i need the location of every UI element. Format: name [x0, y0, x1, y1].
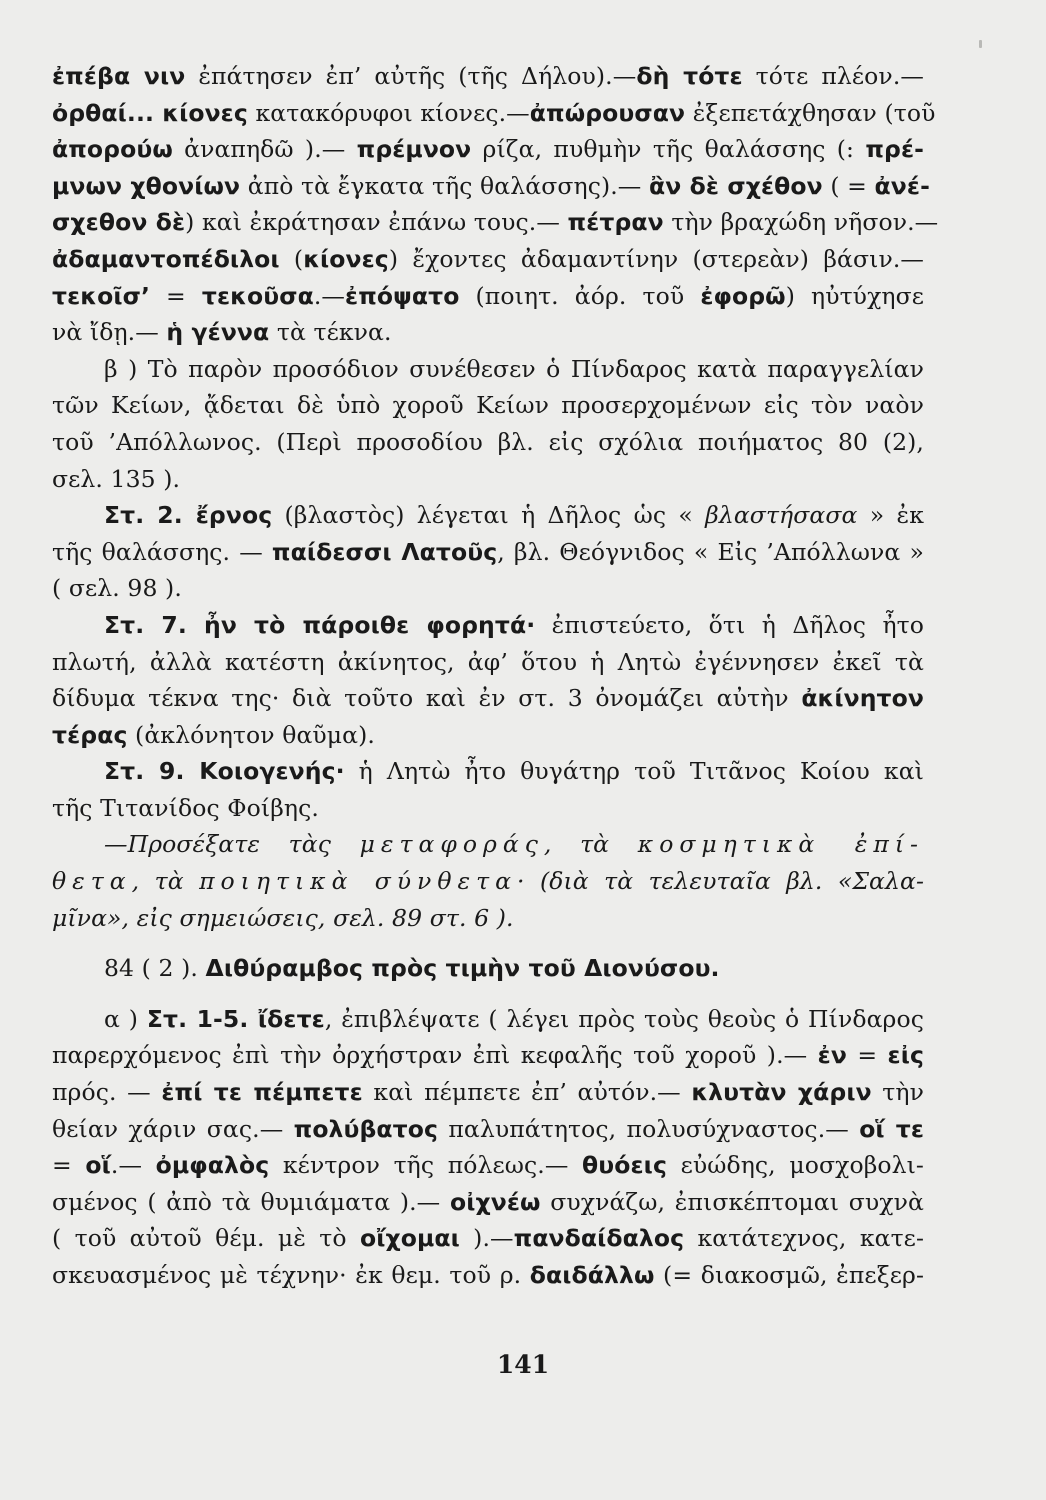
text-run: = — [846, 1041, 888, 1070]
text-line — [52, 644, 924, 681]
bold-term: ἦν τὸ πάροιθε φορητά· — [203, 610, 536, 639]
text-run: (βλαστὸς) λέγεται ἡ Δῆλος ὡς « — [272, 501, 706, 530]
bold-term: Στ. 2. — [104, 501, 196, 530]
text-run: τὴν βραχώδη νῆσον.— — [663, 208, 939, 237]
bold-term: οἵ τε — [859, 1114, 924, 1143]
bold-term: ὀρθαί... κίονες — [52, 98, 248, 127]
text-run: ( — [279, 244, 304, 273]
bold-term: κλυτὰν χάριν — [691, 1078, 872, 1107]
text-run: · (διὰ τὰ τελευταῖα βλ. «Σαλα- — [516, 867, 925, 896]
text-line — [52, 95, 936, 132]
text-line — [52, 1111, 924, 1148]
text-run: (= διακοσμῶ, ἐπεξερ- — [654, 1261, 924, 1289]
text-run: τότε πλέον.— — [742, 62, 924, 90]
text-run: ) ἔχοντες ἀδαμαντίνην (στερεὰν) βάσιν.— — [388, 244, 924, 273]
bold-term: οἴχομαι — [359, 1224, 460, 1253]
bold-term: Στ. 1-5. ἴδετε — [146, 1004, 325, 1033]
text-line — [52, 1037, 924, 1074]
text-run: τῆς Τιτανίδος Φοίβης. — [52, 793, 319, 822]
text-line — [52, 168, 930, 205]
bold-term: Κοιογενής· — [199, 757, 345, 786]
text-line — [52, 717, 924, 754]
bold-term: μνων χθονίων — [52, 171, 241, 200]
text-run: ἐξεπετάχθησαν (τοῦ — [685, 98, 936, 127]
text-run: = — [150, 281, 202, 310]
text-run: θείαν χάριν σας.— — [52, 1114, 294, 1143]
text-line — [52, 863, 924, 900]
text-line — [52, 131, 924, 168]
text-run: ( τοῦ αὐτοῦ θέμ. μὲ τὸ — [52, 1224, 360, 1253]
text-run: κέντρον τῆς πόλεως.— — [269, 1151, 583, 1180]
text-line — [52, 534, 924, 571]
bold-term: εἰς — [887, 1041, 924, 1070]
bold-term: παίδεσσι Λατοῦς — [271, 537, 498, 566]
text-line — [52, 607, 924, 644]
text-line — [52, 1220, 924, 1257]
text-line — [52, 753, 924, 790]
text-run: ( = — [822, 171, 875, 200]
text-run: ἐπάτησεν ἐπ’ αὐτῆς (τῆς Δήλου).— — [185, 62, 637, 90]
bold-term: ἀκίνητον — [801, 684, 924, 713]
text-run: .— — [313, 281, 346, 310]
text-run: βλαστήσασα — [705, 501, 858, 530]
bold-term: ἐπόψατο — [345, 281, 460, 310]
text-line — [52, 58, 924, 95]
text-run: , τὰ — [131, 867, 200, 896]
text-line — [52, 1257, 924, 1294]
text-run: ποιητικὰ σύνθετα — [199, 867, 517, 896]
bold-term: ἐπέβα νιν — [52, 62, 186, 90]
text-run: εὐώδης, μοσχοβολι- — [666, 1151, 924, 1180]
text-run: ) καὶ ἐκράτησαν ἐπάνω τους.— — [185, 208, 568, 237]
text-run: α ) — [104, 1004, 147, 1033]
text-run: ).— — [459, 1224, 514, 1253]
text-line — [52, 790, 924, 827]
text-run: παλυπάτητος, πολυσύχναστος.— — [438, 1114, 860, 1143]
text-line — [52, 424, 924, 461]
bold-term: πρέ- — [865, 135, 924, 164]
bold-term: ἔρνος — [195, 501, 273, 530]
bold-term: σχεθον δὲ — [52, 208, 186, 237]
scan-speck — [979, 40, 982, 48]
text-run: κατακόρυφοι κίονες.— — [247, 98, 530, 127]
text-run: πλωτή, ἀλλὰ κατέστη ἀκίνητος, ἀφ’ ὅτου ἡ Λητὼ ἐγέννησεν ἐκεῖ τὰ — [52, 647, 924, 676]
text-run: δίδυμα τέκνα της· διὰ τοῦτο καὶ ἐν στ. 3 ὀνομάζει αὐτὴν — [52, 684, 802, 713]
bold-term: τεκοῖσ’ — [52, 281, 151, 310]
bold-term: πρέμνον — [356, 135, 472, 164]
bold-term: ἐφορῶ — [700, 281, 786, 310]
text-run: μεταφοράς — [359, 830, 544, 859]
text-line — [52, 241, 924, 278]
text-run: σμένος ( ἀπὸ τὰ θυμιάματα ).— — [52, 1187, 450, 1216]
text-run: ( σελ. 98 ). — [52, 574, 182, 603]
bold-term: δὴ τότε — [636, 62, 743, 90]
bold-term: δαιδάλλω — [529, 1261, 655, 1289]
bold-term: θυόεις — [582, 1151, 667, 1180]
bold-term: τεκοῦσα — [201, 281, 314, 310]
text-run: νὰ ἴδῃ.— — [52, 318, 167, 347]
text-line — [52, 1147, 924, 1184]
section-heading-line — [52, 950, 924, 987]
text-line — [52, 680, 924, 717]
bold-term: Διθύραμβος πρὸς τιμὴν τοῦ Διονύσου. — [205, 954, 720, 983]
bold-term: ἐν — [817, 1041, 847, 1070]
text-run: τὰ τέκνα. — [269, 318, 392, 347]
text-run: τῆς θαλάσσης. — — [52, 537, 272, 566]
text-line — [52, 570, 924, 607]
text-run: θετα — [52, 867, 132, 896]
text-run: (ποιητ. ἀόρ. τοῦ — [459, 281, 701, 310]
text-run: ἡ Λητὼ ἦτο θυγάτηρ τοῦ Τιτᾶνος Κοίου καὶ — [344, 757, 924, 786]
text-run: τῶν Κείων, ᾄδεται δὲ ὑπὸ χοροῦ Κείων προσερχομένων εἰς τὸν ναὸν — [52, 391, 924, 420]
text-line — [52, 314, 924, 351]
text-run: 84 ( 2 ). — [104, 954, 206, 983]
text-run: σκευασμένος μὲ τέχνην· ἐκ θεμ. τοῦ ρ. — [52, 1261, 530, 1289]
text-run: ἀπὸ τὰ ἔγκατα τῆς θαλάσσης).— — [240, 171, 649, 200]
text-line — [52, 497, 924, 534]
text-run: ἀναπηδῶ ).— — [172, 135, 357, 164]
text-run: καὶ πέμπετε ἐπ’ αὐτόν.— — [362, 1078, 692, 1107]
page-number: 141 — [496, 1350, 550, 1379]
bold-term: ἀνέ- — [874, 171, 930, 200]
bold-term: ἂν δὲ σχέθον — [648, 171, 823, 200]
bold-term: ἐπί τε πέμπετε — [161, 1078, 363, 1107]
text-run: , βλ. Θεόγνιδος « Εἰς ’Απόλλωνα » — [497, 537, 924, 566]
text-run: (ἀκλόνητον θαῦμα). — [127, 720, 375, 749]
text-run: παρερχόμενος ἐπὶ τὴν ὀρχήστραν ἐπὶ κεφαλῆς τοῦ χοροῦ ).— — [52, 1041, 818, 1070]
text-line — [52, 351, 924, 388]
text-run: ρίζα, πυθμὴν τῆς θαλάσσης (: — [471, 135, 866, 164]
bold-term: Στ. 7. — [104, 610, 204, 639]
text-run: ) ηὐτύχησε — [785, 281, 925, 310]
bold-term: οἵ — [85, 1151, 111, 1180]
bold-term: πολύβατος — [293, 1114, 439, 1143]
text-run: πρός. — — [52, 1078, 162, 1107]
bold-term: τέρας — [52, 720, 128, 749]
text-run: , ἐπιβλέψατε ( λέγει πρὸς τοὺς θεοὺς ὁ Πίνδαρος — [324, 1004, 924, 1033]
text-run: » ἐκ — [857, 501, 924, 530]
bold-term: οἰχνέω — [449, 1187, 541, 1216]
text-run: τὴν — [871, 1078, 924, 1107]
text-run: = — [52, 1151, 86, 1180]
text-run: μῖνα», εἰς σημειώσεις, σελ. 89 στ. 6 ). — [52, 903, 514, 932]
text-line — [52, 461, 924, 498]
bold-term: κίονες — [303, 244, 389, 273]
document-body — [52, 58, 939, 1294]
bold-term: ὀμφαλὸς — [155, 1151, 270, 1180]
text-run: β ) Τὸ παρὸν προσόδιον συνέθεσεν ὁ Πίνδαρος κατὰ παραγγελίαν — [104, 354, 924, 383]
text-line — [52, 1074, 924, 1111]
text-run: σελ. 135 ). — [52, 464, 181, 493]
text-run: .— — [110, 1151, 156, 1180]
text-line — [52, 204, 939, 241]
text-run: ἐπιστεύετο, ὅτι ἡ Δῆλος ἦτο — [535, 610, 924, 639]
bold-term: πανδαίδαλος — [513, 1224, 685, 1253]
text-line — [52, 826, 924, 863]
text-run: συχνάζω, ἐπισκέπτομαι συχνὰ — [540, 1187, 924, 1216]
bold-term: Στ. 9. — [104, 757, 200, 786]
text-run: τοῦ ’Απόλλωνος. (Περὶ προσοδίου βλ. εἰς σχόλια ποιήματος 80 (2), — [52, 427, 924, 456]
text-run: κατάτεχνος, κατε- — [684, 1224, 924, 1253]
text-line — [52, 1184, 924, 1221]
bold-term: ἀπώρουσαν — [529, 98, 686, 127]
bold-term: ἡ γέννα — [166, 318, 270, 347]
text-run: κοσμητικὰ ἐπί- — [637, 830, 924, 859]
text-line — [52, 278, 924, 315]
text-line — [52, 1001, 924, 1038]
text-line — [52, 387, 924, 424]
text-run: —Προσέξατε τὰς — [104, 830, 360, 859]
text-run: , τὰ — [543, 830, 638, 859]
bold-term: ἀπορούω — [52, 135, 173, 164]
text-line — [52, 900, 924, 937]
bold-term: πέτραν — [567, 208, 664, 237]
bold-term: ἀδαμαντοπέδιλοι — [52, 244, 280, 273]
